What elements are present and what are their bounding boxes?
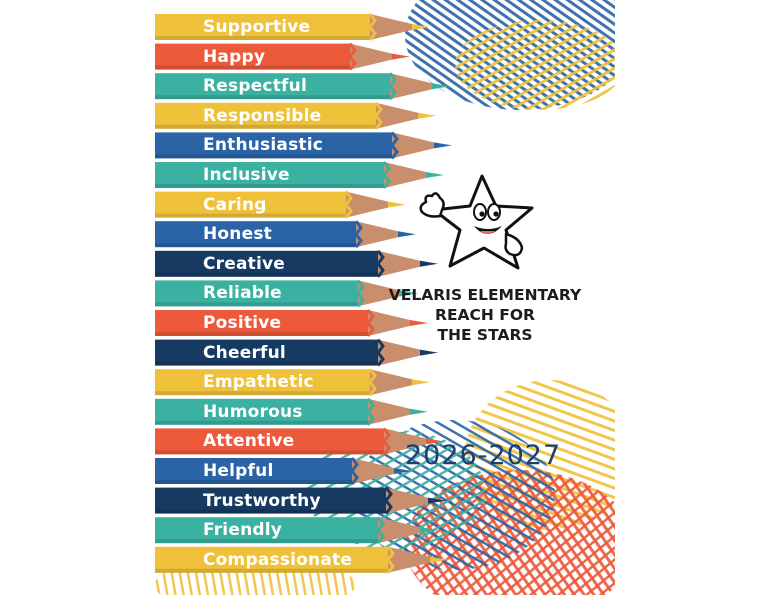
pencil-label: Humorous bbox=[203, 401, 303, 422]
pencil-label: Attentive bbox=[203, 431, 295, 452]
pencil-creative bbox=[155, 251, 438, 277]
pencil-honest bbox=[155, 221, 416, 247]
school-title-line-1: VELARIS ELEMENTARY bbox=[388, 286, 582, 304]
pencil-label: Empathetic bbox=[203, 372, 314, 393]
school-year: 2026-2027 bbox=[405, 440, 562, 471]
pencil-label: Supportive bbox=[203, 17, 311, 37]
pencil-label: Helpful bbox=[203, 461, 274, 481]
pencil-label: Inclusive bbox=[203, 165, 290, 185]
pencil-label: Happy bbox=[203, 46, 266, 67]
school-title-line-2: REACH FOR bbox=[435, 306, 535, 324]
pencil-label: Reliable bbox=[203, 283, 282, 304]
pencil-label: Compassionate bbox=[203, 549, 353, 570]
pencil-label: Trustworthy bbox=[203, 490, 321, 511]
pencil-label: Positive bbox=[203, 313, 282, 333]
yearbook-cover bbox=[155, 0, 615, 595]
pencil-label: Responsible bbox=[203, 105, 322, 126]
pencil-label: Caring bbox=[203, 194, 267, 215]
pencil-friendly bbox=[155, 517, 438, 543]
pencil-happy bbox=[155, 44, 410, 70]
pencil-helpful bbox=[155, 458, 412, 484]
star-mascot-icon bbox=[410, 168, 550, 278]
pencil-label: Friendly bbox=[203, 520, 283, 541]
school-title-line-3: THE STARS bbox=[437, 326, 533, 344]
pencil-label: Cheerful bbox=[203, 342, 286, 363]
pencil-attentive bbox=[155, 428, 444, 454]
pencil-label: Honest bbox=[203, 224, 272, 245]
pencil-caring bbox=[155, 192, 406, 218]
pencil-label: Creative bbox=[203, 253, 286, 274]
pencil-label: Respectful bbox=[203, 76, 307, 97]
school-title bbox=[360, 285, 610, 345]
pencil-label: Enthusiastic bbox=[203, 135, 324, 156]
pencil-inclusive bbox=[155, 162, 444, 188]
